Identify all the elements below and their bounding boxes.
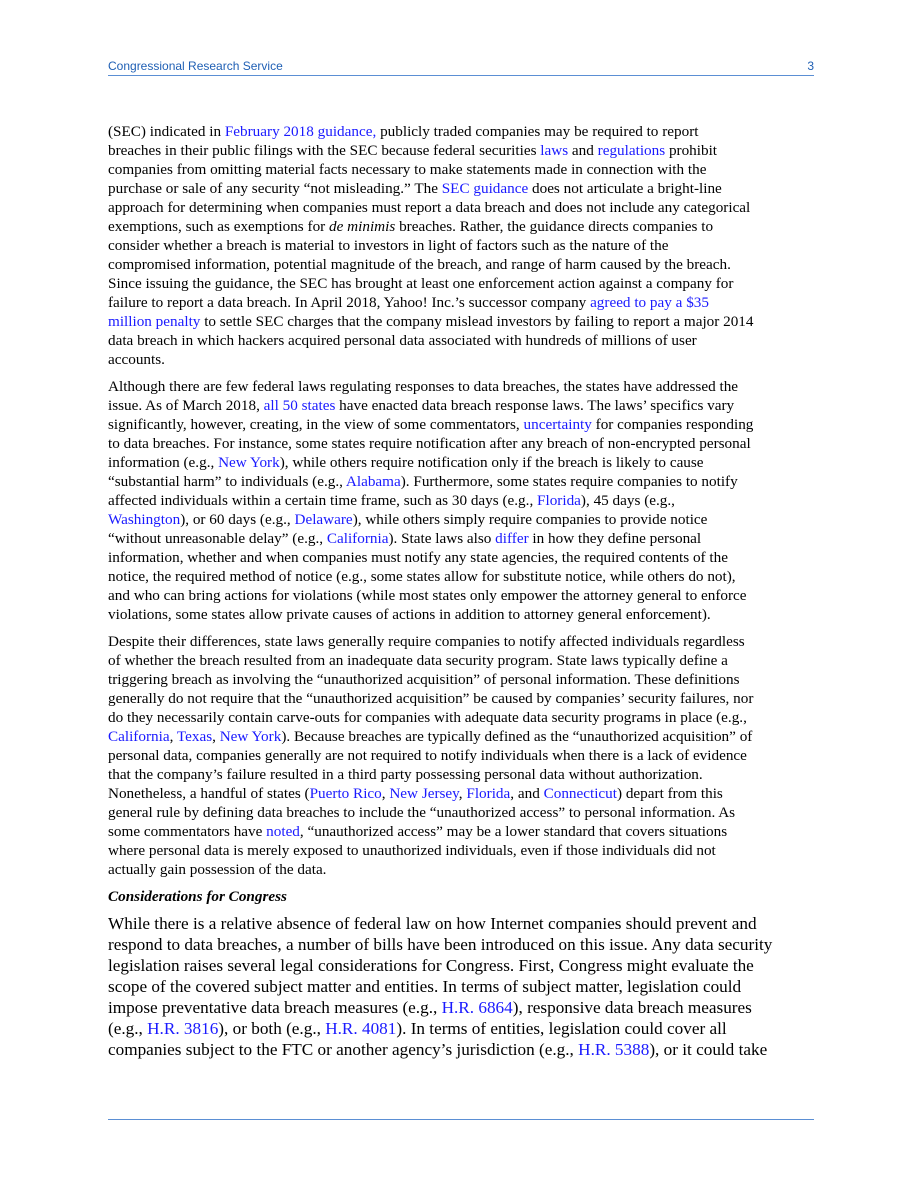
hyperlink[interactable]: laws [540, 142, 569, 159]
text-run: , [381, 785, 390, 802]
text-run: purchase or sale of any security “not misleading.” The [108, 180, 442, 197]
text-run: While there is a relative absence of federal law on how Internet companies should prevent and [108, 914, 757, 933]
text-line [108, 860, 814, 879]
text-line [108, 670, 814, 689]
text-line [108, 548, 814, 567]
text-run: approach for determining when companies must report a data breach and does not include any categorical [108, 199, 751, 216]
text-run: have enacted data breach response laws. The laws’ specifics vary [335, 397, 735, 414]
text-line [108, 955, 814, 976]
text-line [108, 293, 814, 312]
text-run: “substantial harm” to individuals (e.g., [108, 473, 346, 490]
text-run: triggering breach as involving the “unauthorized acquisition” of personal information. These definitions [108, 671, 740, 688]
text-line [108, 331, 814, 350]
text-line [108, 567, 814, 586]
text-run: impose preventative data breach measures (e.g., [108, 998, 442, 1017]
hyperlink[interactable]: million penalty [108, 313, 201, 330]
text-run: ), while others require notification only if the breach is likely to cause [279, 454, 704, 471]
text-run: ), responsive data breach measures [512, 998, 752, 1017]
text-line [108, 453, 814, 472]
text-run: respond to data breaches, a number of bills have been introduced on this issue. Any data security [108, 935, 773, 954]
text-line [108, 708, 814, 727]
text-run: legislation raises several legal considerations for Congress. First, Congress might evaluate the [108, 956, 754, 975]
text-run: breaches. Rather, the guidance directs companies to [395, 218, 714, 235]
text-run: ), or 60 days (e.g., [180, 511, 295, 528]
page-number: 3 [807, 59, 814, 73]
text-run: some commentators have [108, 823, 267, 840]
paragraph-state-differences [108, 632, 814, 879]
header-source: Congressional Research Service [108, 59, 283, 73]
text-run: ), or both (e.g., [218, 1019, 326, 1038]
italic-text: de minimis [329, 218, 396, 235]
text-run: exemptions, such as exemptions for [108, 218, 330, 235]
hyperlink[interactable]: California [108, 728, 170, 745]
text-line [108, 997, 814, 1018]
text-run: ), while others simply require companies to provide notice [352, 511, 708, 528]
text-run: Nonetheless, a handful of states ( [108, 785, 310, 802]
text-line [108, 160, 814, 179]
hyperlink[interactable]: differ [495, 530, 529, 547]
text-run: data breach in which hackers acquired personal data associated with hundreds of millions of user [108, 332, 697, 349]
text-line [108, 236, 814, 255]
text-run: ). Furthermore, some states require companies to notify [400, 473, 738, 490]
hyperlink[interactable]: all 50 states [263, 397, 336, 414]
hyperlink[interactable]: California [326, 530, 389, 547]
text-run: for companies responding [591, 416, 754, 433]
hyperlink[interactable]: New Jersey [389, 785, 459, 802]
text-run: issue. As of March 2018, [108, 397, 264, 414]
text-run: , and [510, 785, 544, 802]
text-line [108, 491, 814, 510]
text-line [108, 274, 814, 293]
hyperlink[interactable]: Florida [466, 785, 511, 802]
text-run: actually gain possession of the data. [108, 861, 327, 878]
text-run: Although there are few federal laws regulating responses to data breaches, the states have addressed the [108, 378, 739, 395]
hyperlink[interactable]: H.R. 3816 [147, 1019, 219, 1038]
text-run: Despite their differences, state laws generally require companies to notify affected individuals regardless [108, 633, 745, 650]
text-run: does not articulate a bright-line [528, 180, 722, 197]
text-run: ). Because breaches are typically defined as the “unauthorized acquisition” of [281, 728, 753, 745]
text-line [108, 746, 814, 765]
text-run: breaches in their public filings with the SEC because federal securities [108, 142, 541, 159]
text-run: ) depart from this [616, 785, 723, 802]
text-line [108, 434, 814, 453]
text-run: information, whether and when companies must notify any state agencies, the required contents of the [108, 549, 728, 566]
hyperlink[interactable]: New York [219, 728, 282, 745]
text-line [108, 822, 814, 841]
text-run: personal data, companies generally are not required to notify individuals when there is a lack of evidence [108, 747, 747, 764]
text-run: ). In terms of entities, legislation could cover all [396, 1019, 727, 1038]
text-line [108, 1039, 814, 1060]
text-run: failure to report a data breach. In April 2018, Yahoo! Inc.’s successor company [108, 294, 591, 311]
text-run: prohibit [665, 142, 718, 159]
text-line [108, 396, 814, 415]
text-run: general rule by defining data breaches to include the “unauthorized access” to personal information. As [108, 804, 736, 821]
text-line [108, 841, 814, 860]
text-line [108, 784, 814, 803]
text-run: “without unreasonable delay” (e.g., [108, 530, 327, 547]
text-line [108, 803, 814, 822]
hyperlink[interactable]: uncertainty [523, 416, 592, 433]
hyperlink[interactable]: Alabama [345, 473, 401, 490]
text-line [108, 217, 814, 236]
text-line [108, 934, 814, 955]
hyperlink[interactable]: agreed to pay a $35 [590, 294, 709, 311]
text-run: , “unauthorized access” may be a lower standard that covers situations [299, 823, 728, 840]
text-run: ), 45 days (e.g., [580, 492, 675, 509]
text-run: and who can bring actions for violations (while most states only empower the attorney general to enforce [108, 587, 747, 604]
hyperlink[interactable]: H.R. 4081 [325, 1019, 397, 1038]
page-header [108, 57, 814, 76]
text-run: ), or it could take [649, 1040, 768, 1059]
text-run: of whether the breach resulted from an inadequate data security program. State laws typically define a [108, 652, 728, 669]
hyperlink[interactable]: February 2018 guidance, [224, 123, 377, 140]
text-run: and [568, 142, 598, 159]
footer-rule [108, 1119, 814, 1120]
text-line [108, 472, 814, 491]
text-run: companies from omitting material facts necessary to make statements made in connection with the [108, 161, 707, 178]
hyperlink[interactable]: Delaware [294, 511, 353, 528]
hyperlink[interactable]: Puerto Rico [309, 785, 382, 802]
text-line [108, 913, 814, 934]
document-body [108, 122, 814, 1060]
text-run: that the company’s failure resulted in a third party possessing personal data without authorization. [108, 766, 703, 783]
text-run: , [212, 728, 220, 745]
text-line [108, 765, 814, 784]
text-line [108, 651, 814, 670]
text-line [108, 1018, 814, 1039]
text-run: publicly traded companies may be required to report [376, 123, 699, 140]
text-line [108, 529, 814, 548]
text-run: notice, the required method of notice (e.g., some states allow for substitute notice, while others do not), [108, 568, 736, 585]
text-run: to data breaches. For instance, some states require notification after any breach of non-encrypted personal [108, 435, 751, 452]
text-run: , [169, 728, 177, 745]
text-run: accounts. [108, 351, 165, 368]
text-line [108, 415, 814, 434]
text-line [108, 632, 814, 651]
paragraph-considerations [108, 913, 814, 1060]
hyperlink[interactable]: New York [218, 454, 280, 471]
section-heading: Considerations for Congress [108, 888, 287, 905]
text-line [108, 510, 814, 529]
hyperlink[interactable]: Connecticut [543, 785, 617, 802]
hyperlink[interactable]: noted [266, 823, 300, 840]
text-line [108, 179, 814, 198]
text-run: ). State laws also [388, 530, 496, 547]
text-line [108, 605, 814, 624]
hyperlink[interactable]: H.R. 6864 [441, 998, 513, 1017]
text-line [108, 377, 814, 396]
text-run: scope of the covered subject matter and entities. In terms of subject matter, legislation could [108, 977, 742, 996]
text-line [108, 689, 814, 708]
text-run: where personal data is merely exposed to unauthorized individuals, even if those individuals did not [108, 842, 716, 859]
text-run: violations, some states allow private causes of actions in addition to attorney general enforcement). [108, 606, 711, 623]
text-run: to settle SEC charges that the company mislead investors by failing to report a major 2014 [200, 313, 754, 330]
hyperlink[interactable]: SEC guidance [441, 180, 529, 197]
hyperlink[interactable]: regulations [597, 142, 666, 159]
text-run: information (e.g., [108, 454, 219, 471]
text-run: , [458, 785, 467, 802]
hyperlink[interactable]: Washington [108, 511, 181, 528]
text-line [108, 350, 814, 369]
text-run: do they necessarily contain carve-outs for companies with adequate data security programs in place (e.g., [108, 709, 747, 726]
text-run: compromised information, potential magnitude of the breach, and range of harm caused by the breach. [108, 256, 731, 273]
hyperlink[interactable]: H.R. 5388 [578, 1040, 650, 1059]
hyperlink[interactable]: Florida [537, 492, 581, 509]
paragraph-sec-guidance [108, 122, 814, 369]
text-line [108, 312, 814, 331]
text-line [108, 586, 814, 605]
text-run: in how they define personal [528, 530, 702, 547]
text-line [108, 976, 814, 997]
text-run: generally do not require that the “unauthorized acquisition” be caused by companies’ security failures, nor [108, 690, 754, 707]
text-run: companies subject to the FTC or another agency’s jurisdiction (e.g., [108, 1040, 579, 1059]
paragraph-state-laws [108, 377, 814, 624]
text-line [108, 727, 814, 746]
text-run: significantly, however, creating, in the view of some commentators, [108, 416, 524, 433]
text-run: (e.g., [108, 1019, 148, 1038]
hyperlink[interactable]: Texas [176, 728, 213, 745]
text-run: affected individuals within a certain time frame, such as 30 days (e.g., [108, 492, 538, 509]
text-line [108, 141, 814, 160]
text-run: (SEC) indicated in [108, 123, 225, 140]
text-line [108, 198, 814, 217]
text-run: consider whether a breach is material to investors in light of factors such as the nature of the [108, 237, 669, 254]
text-line [108, 255, 814, 274]
text-run: Since issuing the guidance, the SEC has brought at least one enforcement action against a company for [108, 275, 734, 292]
text-line [108, 122, 814, 141]
